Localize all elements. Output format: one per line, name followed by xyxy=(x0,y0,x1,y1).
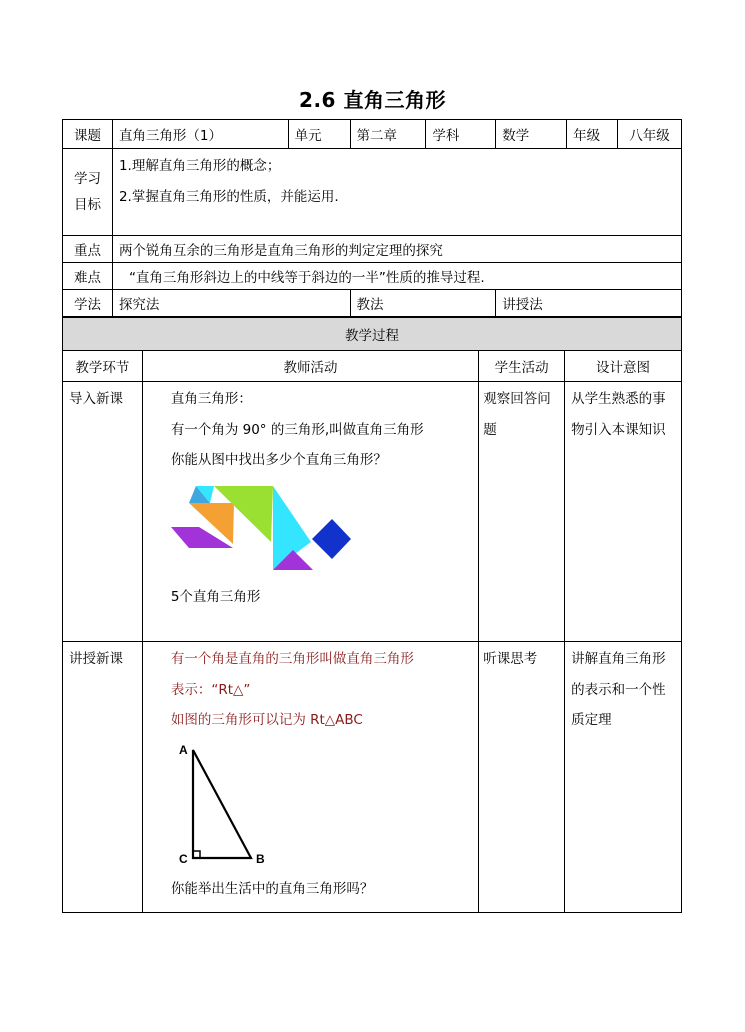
objective-label-line: 学习 xyxy=(73,171,101,187)
difficulty-value: “直角三角形斜边上的中线等于斜边的一半”性质的推导过程. xyxy=(112,263,681,290)
right-triangle-figure xyxy=(159,740,269,868)
stage-label: 讲授新课 xyxy=(69,651,123,667)
unit-label: 单元 xyxy=(288,120,350,149)
intent-cell xyxy=(565,382,682,642)
method-row xyxy=(63,290,682,317)
course-row xyxy=(63,120,682,149)
course-label: 课题 xyxy=(63,120,113,149)
teach-method-label: 教法 xyxy=(350,290,496,317)
process-heading-row xyxy=(63,318,682,351)
stage-cell xyxy=(63,382,143,642)
grade-value: 八年级 xyxy=(618,120,682,149)
student-line: 听课思考 xyxy=(483,651,538,667)
teaching-process-table xyxy=(62,317,682,913)
teacher-question: 你能举出生活中的直角三角形吗？ xyxy=(170,880,374,897)
intent-line: 质定理 xyxy=(571,712,612,728)
teacher-line: 表示：“Rt△” xyxy=(170,681,251,698)
teach-method-value: 讲授法 xyxy=(496,290,682,317)
intent-line: 的表示和一个性 xyxy=(571,681,666,698)
column-header: 设计意图 xyxy=(565,351,682,382)
vertex-label-a: A xyxy=(178,742,188,757)
key-label: 重点 xyxy=(63,236,113,263)
difficulty-label: 难点 xyxy=(63,263,113,290)
triangle-abc xyxy=(193,750,251,858)
vertex-label-c: C xyxy=(178,851,188,866)
key-value: 两个锐角互余的三角形是直角三角形的判定定理的探究 xyxy=(112,236,681,263)
teacher-activity-cell xyxy=(142,642,478,913)
intent-cell xyxy=(565,642,682,913)
objective-label xyxy=(63,149,113,236)
process-header-row xyxy=(63,351,682,382)
objective-item: 1.理解直角三角形的概念； xyxy=(118,158,281,174)
intent-line: 物引入本课知识 xyxy=(571,421,666,438)
key-row xyxy=(63,236,682,263)
objective-value xyxy=(112,149,681,236)
lesson-info-table xyxy=(62,119,682,317)
stage-label: 导入新课 xyxy=(69,391,123,407)
student-activity-cell xyxy=(479,382,565,642)
method-label: 学法 xyxy=(63,290,113,317)
grade-label: 年级 xyxy=(567,120,618,149)
teacher-line: 有一个角为 90° 的三角形,叫做直角三角形 xyxy=(170,421,424,438)
teacher-line: 如图的三角形可以记为 Rt△ABC xyxy=(170,712,363,728)
objective-label-line: 目标 xyxy=(73,197,101,213)
difficulty-row xyxy=(63,263,682,290)
intent-line: 讲解直角三角形 xyxy=(571,651,666,667)
objective-row xyxy=(63,149,682,236)
column-header: 学生活动 xyxy=(479,351,565,382)
process-heading: 教学过程 xyxy=(63,318,682,351)
method-value: 探究法 xyxy=(112,290,350,317)
intent-line: 从学生熟悉的事 xyxy=(571,391,666,407)
subject-value: 数学 xyxy=(496,120,567,149)
student-line: 观察回答问 xyxy=(483,391,551,407)
student-activity-cell xyxy=(479,642,565,913)
teacher-answer: 5个直角三角形 xyxy=(170,588,261,605)
teacher-line: 直角三角形： xyxy=(170,391,252,407)
table-row xyxy=(63,382,682,642)
subject-label: 学科 xyxy=(426,120,496,149)
page-title: 2.6 直角三角形 xyxy=(299,88,446,112)
teacher-activity-cell xyxy=(142,382,478,642)
column-header: 教学环节 xyxy=(63,351,143,382)
teacher-line: 有一个角是直角的三角形叫做直角三角形 xyxy=(170,651,414,667)
table-row xyxy=(63,642,682,913)
course-value: 直角三角形（1） xyxy=(112,120,288,149)
objective-item: 2.掌握直角三角形的性质，并能运用. xyxy=(118,189,339,205)
stage-cell xyxy=(63,642,143,913)
student-line: 题 xyxy=(483,421,497,438)
teacher-line: 你能从图中找出多少个直角三角形？ xyxy=(170,452,387,468)
vertex-label-b: B xyxy=(255,851,265,866)
unit-value: 第二章 xyxy=(350,120,426,149)
column-header: 教师活动 xyxy=(142,351,478,382)
tangram-piece-blue-square xyxy=(312,519,351,559)
tangram-figure xyxy=(169,482,359,574)
